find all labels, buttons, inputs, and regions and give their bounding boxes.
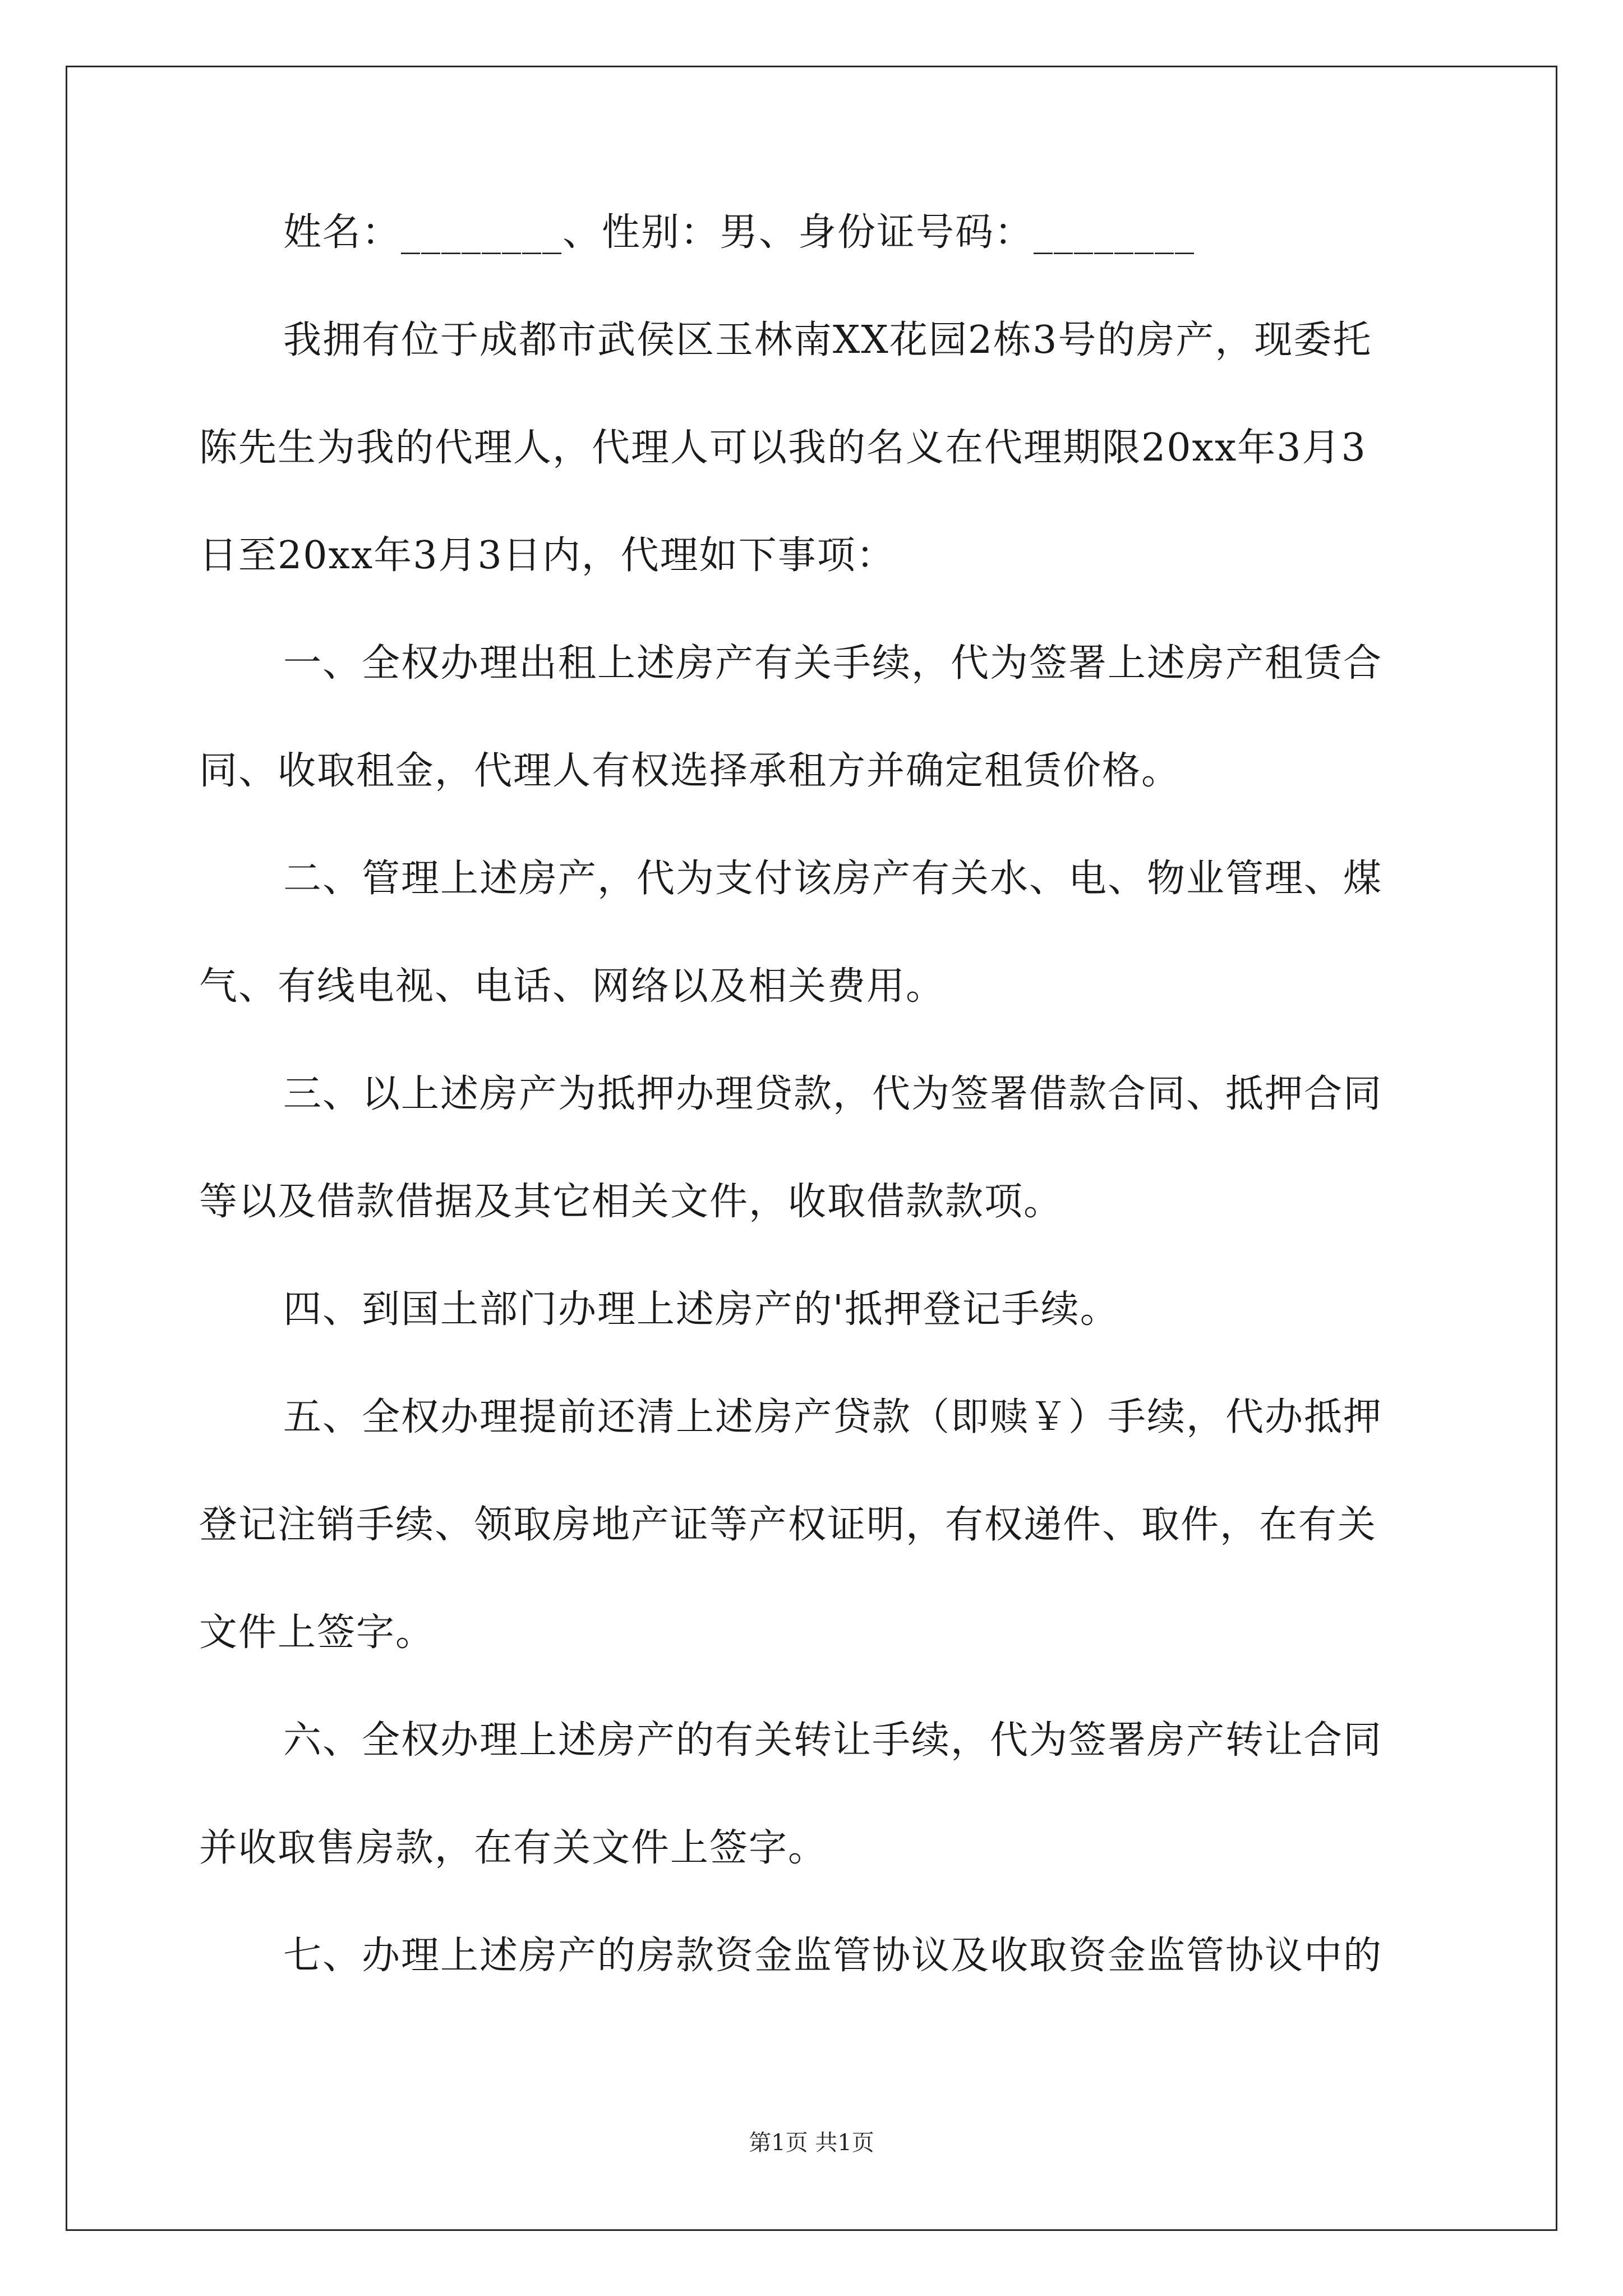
paragraph-line: 五、全权办理提前还清上述房产贷款（即赎￥）手续，代办抵押	[283, 1395, 1383, 1439]
paragraph-line: 七、办理上述房产的房款资金监管协议及收取资金监管协议中的	[283, 1934, 1383, 1978]
paragraph-line: 同、收取租金，代理人有权选择承租方并确定租赁价格。	[199, 749, 1181, 793]
page-footer: 第1页 共1页	[749, 2130, 874, 2156]
paragraph-line: 二、管理上述房产，代为支付该房产有关水、电、物业管理、煤	[283, 857, 1383, 901]
page-border	[66, 66, 1557, 2231]
paragraph-line: 一、全权办理出租上述房产有关手续，代为签署上述房产租赁合	[283, 641, 1383, 685]
paragraph-line: 我拥有位于成都市武侯区玉林南XX花园2栋3号的房产，现委托	[283, 318, 1372, 362]
paragraph-line: 四、到国土部门办理上述房产的'抵押登记手续。	[283, 1287, 1119, 1332]
paragraph-line: 日至20xx年3月3日内，代理如下事项：	[199, 533, 896, 578]
paragraph-line: 等以及借款借据及其它相关文件，收取借款款项。	[199, 1180, 1063, 1224]
paragraph-line: 登记注销手续、领取房地产证等产权证明，有权递件、取件，在有关	[199, 1503, 1377, 1547]
paragraph-line: 并收取售房款，在有关文件上签字。	[199, 1826, 828, 1870]
paragraph-line: 三、以上述房产为抵押办理贷款，代为签署借款合同、抵押合同	[283, 1072, 1383, 1116]
personal-info-line: 姓名：________、性别：男、身份证号码：________	[283, 210, 1196, 255]
paragraph-line: 六、全权办理上述房产的有关转让手续，代为签署房产转让合同	[283, 1718, 1383, 1763]
paragraph-line: 文件上签字。	[199, 1611, 435, 1655]
paragraph-line: 气、有线电视、电话、网络以及相关费用。	[199, 964, 946, 1009]
paragraph-line: 陈先生为我的代理人，代理人可以我的名义在代理期限20xx年3月3	[199, 426, 1367, 470]
